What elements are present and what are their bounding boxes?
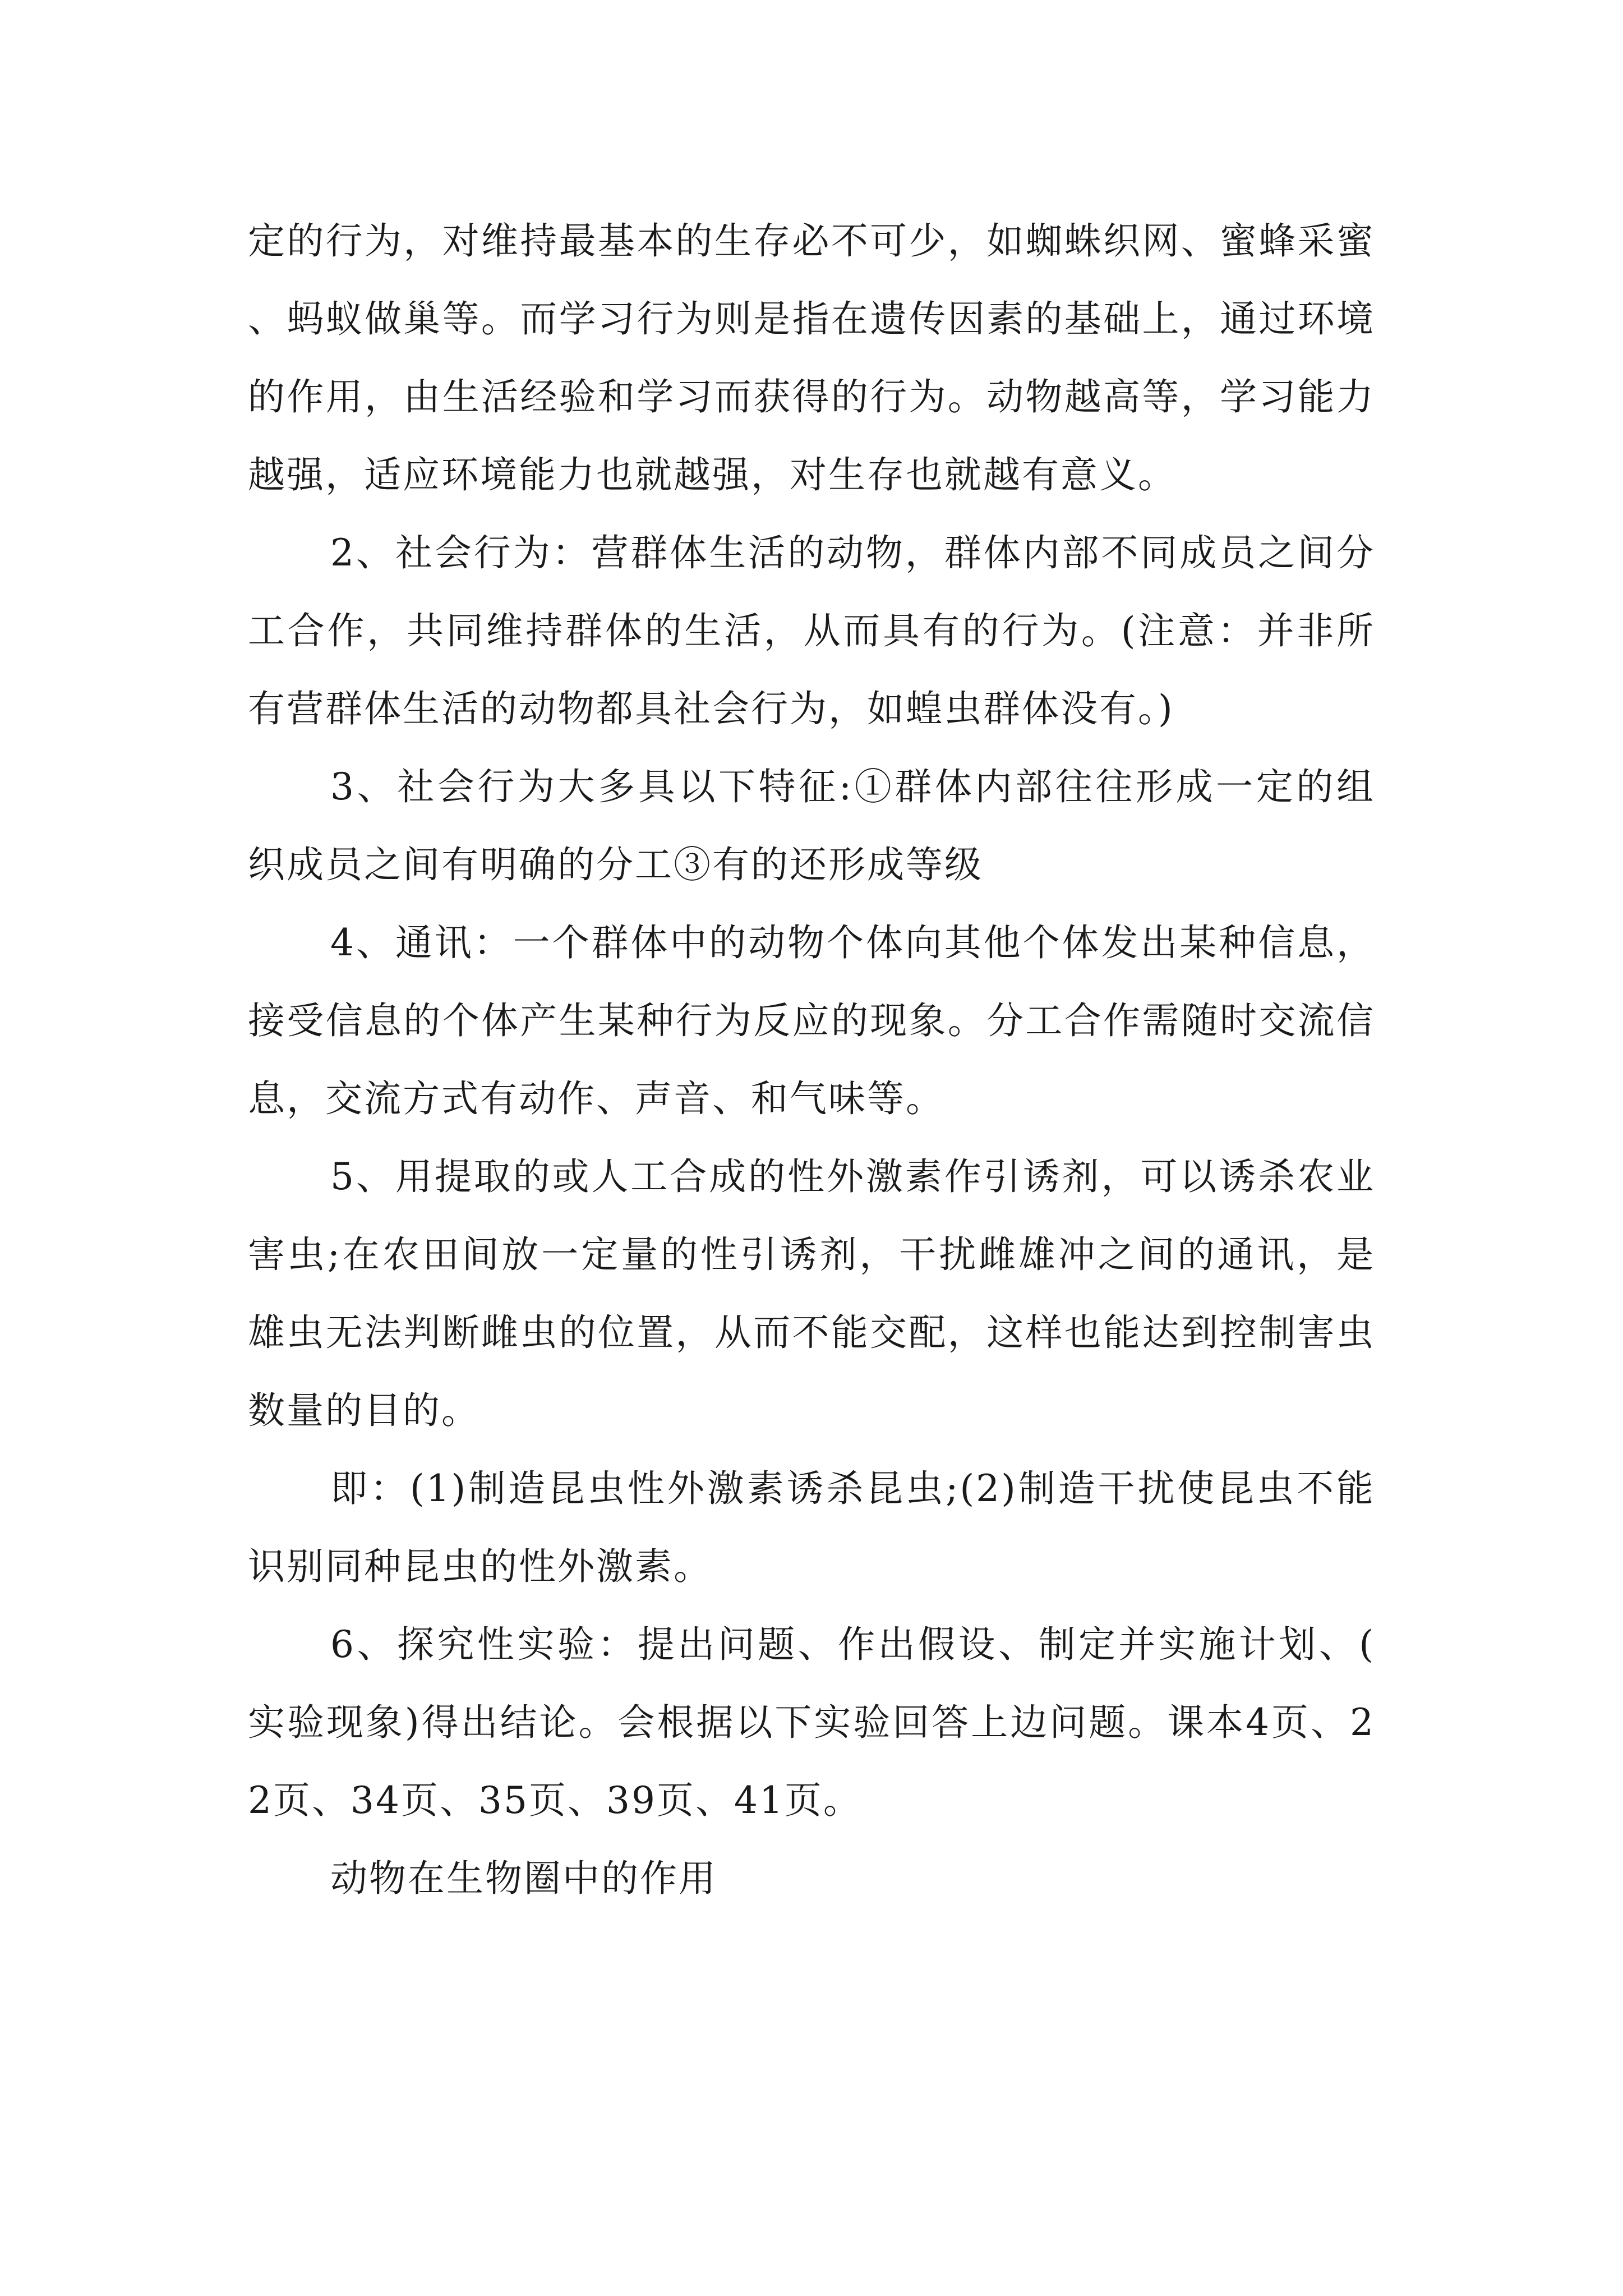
paragraph-summary: 即：(1)制造昆虫性外激素诱杀昆虫;(2)制造干扰使昆虫不能识别同种昆虫的性外激素。 [248,1467,1375,1588]
paragraph-continuation: 定的行为，对维持最基本的生存必不可少，如蜘蛛织网、蜜蜂采蜜、蚂蚁做巢等。而学习行为则是指在遗传因素的基础上，通过环境的作用，由生活经验和学习而获得的行为。动物越高等，学习能力越强，适应环境能力也就越强，对生存也就越有意义。 [248,219,1375,496]
section-heading: 动物在生物圈中的作用 [330,1857,717,1900]
paragraph-pheromone: 5、用提取的或人工合成的性外激素作引诱剂，可以诱杀农业害虫;在农田间放一定量的性引诱剂，干扰雌雄冲之间的通讯，是雄虫无法判断雌虫的位置，从而不能交配，这样也能达到控制害虫数量的目的。 [248,1155,1375,1432]
paragraph-experiment: 6、探究性实验：提出问题、作出假设、制定并实施计划、(实验现象)得出结论。会根据以下实验回答上边问题。课本4页、22页、34页、35页、39页、41页。 [248,1623,1375,1822]
paragraph-social-behavior: 2、社会行为：营群体生活的动物，群体内部不同成员之间分工合作，共同维持群体的生活，从而具有的行为。(注意：并非所有营群体生活的动物都具社会行为，如蝗虫群体没有。) [248,531,1375,730]
paragraph-social-features: 3、社会行为大多具以下特征:①群体内部往往形成一定的组织成员之间有明确的分工③有的还形成等级 [248,765,1375,886]
document-body [248,202,1375,1917]
paragraph-communication: 4、通讯：一个群体中的动物个体向其他个体发出某种信息，接受信息的个体产生某种行为反应的现象。分工合作需随时交流信息，交流方式有动作、声音、和气味等。 [248,921,1375,1120]
